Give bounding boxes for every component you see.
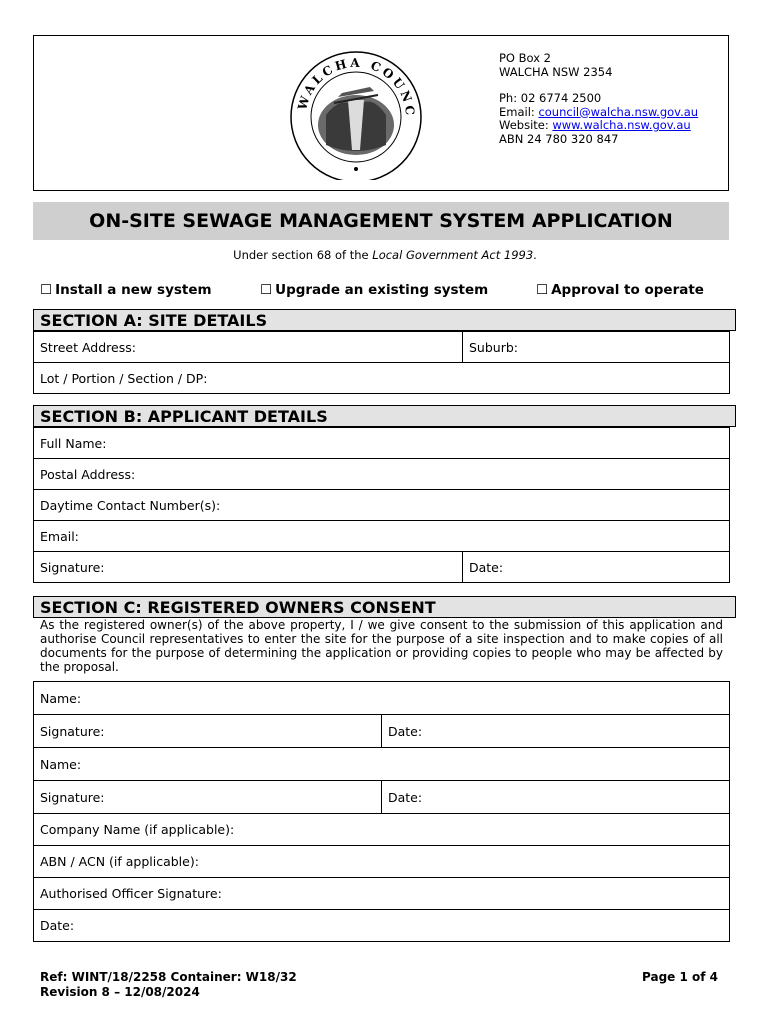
act-name: Local Government Act 1993 [372, 248, 534, 262]
page-subtitle: Under section 68 of the Local Government Act 1993. [233, 248, 537, 262]
checkbox-icon[interactable]: ☐ [40, 282, 53, 298]
owner-2-date-field[interactable]: Date: [382, 781, 730, 814]
email-line [499, 106, 698, 120]
option-upgrade-existing-system[interactable]: ☐ Upgrade an existing system [260, 282, 489, 298]
postal-address-field[interactable]: Postal Address: [34, 459, 730, 490]
locality: WALCHA NSW 2354 [499, 64, 613, 79]
owner-1-name-field[interactable]: Name: [34, 682, 730, 715]
email-label: Email: [499, 104, 539, 119]
owner-1-signature-field[interactable]: Signature: [34, 715, 382, 748]
applicant-date-field[interactable]: Date: [463, 552, 730, 583]
section-c-table [33, 681, 730, 942]
website-line [499, 119, 698, 133]
street-address-field[interactable]: Street Address: [34, 332, 463, 363]
email-field[interactable]: Email: [34, 521, 730, 552]
checkbox-icon[interactable]: ☐ [536, 282, 549, 298]
owner-2-name-field[interactable]: Name: [34, 748, 730, 781]
website-label: Website: [499, 118, 553, 132]
option-approval-to-operate[interactable]: ☐ Approval to operate [536, 282, 704, 298]
page-number: Page 1 of 4 [642, 970, 718, 984]
full-name-field[interactable]: Full Name: [34, 428, 730, 459]
website-link[interactable]: www.walcha.nsw.gov.au [552, 118, 691, 132]
email-link[interactable]: council@walcha.nsw.gov.au [538, 104, 699, 119]
suburb-field[interactable]: Suburb: [463, 332, 730, 363]
footer-ref: Ref: WINT/18/2258 Container: W18/32 [40, 970, 297, 984]
company-name-field[interactable]: Company Name (if applicable): [34, 814, 730, 846]
owner-1-date-field[interactable]: Date: [382, 715, 730, 748]
council-seal-logo [286, 45, 426, 180]
section-b-heading: SECTION B: APPLICANT DETAILS [33, 405, 736, 427]
footer-revision: Revision 8 – 12/08/2024 [40, 985, 200, 999]
section-c-heading: SECTION C: REGISTERED OWNERS CONSENT [33, 596, 736, 618]
daytime-contact-field[interactable]: Daytime Contact Number(s): [34, 490, 730, 521]
consent-statement: As the registered owner(s) of the above property, I / we give consent to the submission of this application and authorise Council representatives to enter the site for the purpose of a site inspection and to make copies of all documents for the purpose of determining the application or providing copies to people who may be affected by the proposal. [40, 618, 723, 674]
phone: Ph: 02 6774 2500 [499, 91, 602, 105]
authorised-officer-signature-field[interactable]: Authorised Officer Signature: [34, 878, 730, 910]
section-a-table [33, 331, 730, 394]
section-a-heading: SECTION A: SITE DETAILS [33, 309, 736, 331]
checkbox-icon[interactable]: ☐ [260, 282, 273, 298]
applicant-signature-field[interactable]: Signature: [34, 552, 463, 583]
section-b-table [33, 427, 730, 583]
option-install-new-system[interactable]: ☐ Install a new system [40, 282, 212, 298]
footer-reference [40, 970, 297, 1000]
abn: ABN 24 780 320 847 [499, 131, 619, 146]
svg-text:WALCHA COUNCIL: WALCHA COUNC [295, 55, 418, 119]
lot-dp-field[interactable]: Lot / Portion / Section / DP: [34, 363, 730, 394]
final-date-field[interactable]: Date: [34, 910, 730, 942]
page-title: ON-SITE SEWAGE MANAGEMENT SYSTEM APPLICATION [33, 202, 729, 240]
abn-acn-field[interactable]: ABN / ACN (if applicable): [34, 846, 730, 878]
council-contact-block [499, 52, 698, 146]
owner-2-signature-field[interactable]: Signature: [34, 781, 382, 814]
po-box: PO Box 2 [499, 51, 551, 65]
